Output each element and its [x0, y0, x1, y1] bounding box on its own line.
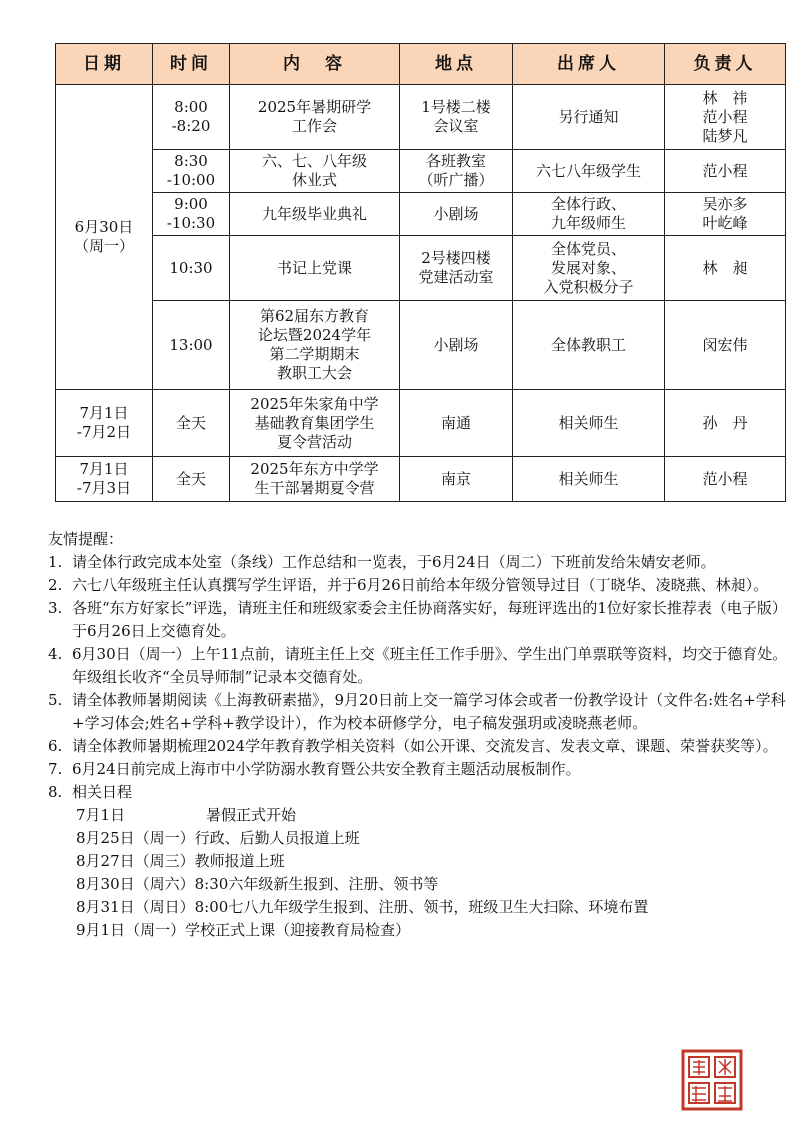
content-cell	[230, 85, 400, 150]
date-cell	[56, 390, 153, 457]
owner-line: 林 祎	[702, 88, 748, 107]
date-cell	[56, 85, 153, 390]
schedule-date: 7月1日	[76, 806, 126, 824]
item-number: 5.	[48, 691, 63, 709]
schedule-date: 8月25日（周一）	[76, 829, 195, 847]
content-line: 六、七、八年级	[261, 152, 367, 170]
attendees-line: 入党积极分子	[543, 277, 634, 296]
time-line: -10:30	[166, 214, 216, 232]
owner-line: 范小程	[702, 107, 748, 126]
content-line: 论坛暨2024学年	[257, 326, 372, 344]
header-attendees: 出席人	[513, 44, 665, 85]
owner-line: 陆梦凡	[702, 126, 748, 145]
time-cell	[153, 150, 230, 193]
date-line: （周一）	[73, 237, 134, 255]
attendees-cell	[513, 301, 665, 390]
item-text: 六七八年级班主任认真撰写学生评语，并于6月26日前给本年级分管领导过目（丁晓华、凌晓燕、林昶）。	[72, 576, 769, 594]
schedule-event: 暑假正式开始	[206, 806, 297, 824]
time-line: 8:00	[174, 98, 208, 116]
schedule-date: 8月31日（周日）	[76, 898, 195, 916]
owner-line: 林 昶	[702, 258, 748, 277]
content-line: 生干部暑期夏令营	[254, 479, 375, 497]
reminder-item	[48, 735, 788, 758]
content-cell	[230, 236, 400, 301]
item-text: 6月30日（周一）上午11点前，请班主任上交《班主任工作手册》、学生出门单票联等资料，均交于德育处。年级组长收齐“全员导师制”记录本交德育处。	[72, 645, 788, 686]
place-line: （听广播）	[418, 171, 494, 189]
attendees-line: 六七八年级学生	[535, 161, 641, 180]
place-cell	[400, 85, 513, 150]
item-text: 各班“东方好家长”评选，请班主任和班级家委会主任协商落实好，每班评选出的1位好家长推荐表（电子版）于6月26日上交德育处。	[72, 599, 787, 640]
reminder-item	[48, 689, 788, 735]
attendees-cell	[513, 193, 665, 236]
schedule-event: 学校正式上课（迎接教育局检查）	[185, 921, 411, 939]
content-line: 第二学期期末	[269, 345, 360, 363]
owner-cell	[665, 150, 786, 193]
table-row	[56, 301, 786, 390]
item-number: 1.	[48, 553, 63, 571]
schedule-event: 行政、后勤人员报道上班	[194, 829, 360, 847]
place-cell: 南京	[400, 457, 513, 502]
content-line: 休业式	[291, 171, 337, 189]
reminders-section	[48, 528, 788, 942]
item-number: 3.	[48, 599, 63, 617]
attendees-line: 全体党员、	[550, 239, 626, 258]
table-row	[56, 150, 786, 193]
item-text: 请全体教师暑期梳理2024学年教育教学相关资料（如公开课、交流发言、发表文章、课题、荣誉获奖等）。	[72, 737, 778, 755]
owner-cell	[665, 301, 786, 390]
time-line: -8:20	[171, 117, 211, 135]
item-number: 6.	[48, 737, 63, 755]
schedule-date: 8月30日（周六）	[76, 875, 195, 893]
date-line: 7月1日	[79, 460, 129, 478]
content-cell	[230, 390, 400, 457]
time-line: 10:30	[169, 258, 213, 277]
place-line: 小剧场	[433, 335, 479, 354]
item-number: 7.	[48, 760, 63, 778]
owner-cell	[665, 236, 786, 301]
content-line: 书记上党课	[276, 258, 352, 277]
owner-line: 吴亦多	[702, 195, 748, 213]
attendees-line: 另行通知	[558, 107, 619, 126]
time-line: 8:30	[174, 152, 208, 170]
attendees-cell	[513, 150, 665, 193]
content-line: 基础教育集团学生	[254, 413, 375, 432]
header-date: 日期	[56, 44, 153, 85]
content-cell	[230, 193, 400, 236]
date-line: -7月3日	[76, 479, 132, 497]
school-seal-icon	[680, 1048, 744, 1112]
place-line: 2号楼四楼	[421, 249, 491, 267]
reminder-item	[48, 574, 788, 597]
place-line: 各班教室	[425, 152, 486, 170]
owner-cell	[665, 85, 786, 150]
content-cell	[230, 457, 400, 502]
place-cell	[400, 301, 513, 390]
table-row	[56, 193, 786, 236]
date-line: -7月2日	[76, 423, 132, 441]
date-line: 7月1日	[79, 404, 129, 422]
time-cell	[153, 236, 230, 301]
content-cell	[230, 150, 400, 193]
content-line: 九年级毕业典礼	[261, 204, 367, 223]
schedule-line	[76, 804, 788, 827]
attendees-cell: 相关师生	[513, 390, 665, 457]
content-line: 2025年朱家角中学	[250, 394, 379, 413]
place-line: 小剧场	[433, 204, 479, 223]
time-line: -10:00	[166, 171, 216, 189]
item-text: 相关日程	[72, 783, 133, 801]
attendees-line: 全体行政、	[550, 195, 626, 213]
reminder-item	[48, 643, 788, 689]
time-cell	[153, 193, 230, 236]
schedule-line	[76, 896, 788, 919]
content-line: 教职工大会	[276, 364, 352, 382]
schedule-event: 8:00七八九年级学生报到、注册、领书，班级卫生大扫除、环境布置	[194, 898, 649, 916]
table-row	[56, 85, 786, 150]
content-line: 2025年暑期研学	[257, 98, 372, 116]
table-row	[56, 236, 786, 301]
schedule-event: 教师报道上班	[194, 852, 285, 870]
header-content: 内 容	[230, 44, 400, 85]
schedule-line	[76, 827, 788, 850]
related-schedule-list	[48, 804, 788, 942]
place-cell	[400, 236, 513, 301]
reminder-item	[48, 551, 788, 574]
attendees-cell	[513, 236, 665, 301]
reminder-item	[48, 758, 788, 781]
place-line: 会议室	[433, 117, 479, 135]
date-line: 6月30日	[74, 218, 134, 236]
content-cell	[230, 301, 400, 390]
attendees-cell	[513, 85, 665, 150]
owner-line: 叶屹峰	[702, 214, 748, 232]
item-number: 8.	[48, 783, 63, 801]
item-text: 请全体行政完成本处室（条线）工作总结和一览表，于6月24日（周二）下班前发给朱婧安老师。	[72, 553, 716, 571]
owner-line: 闵宏伟	[702, 335, 748, 354]
reminder-item	[48, 781, 788, 804]
item-number: 2.	[48, 576, 63, 594]
time-cell	[153, 301, 230, 390]
owner-line: 范小程	[702, 161, 748, 180]
item-number: 4.	[48, 645, 63, 663]
place-cell	[400, 193, 513, 236]
time-cell	[153, 85, 230, 150]
content-line: 2025年东方中学学	[250, 460, 379, 478]
place-line: 党建活动室	[418, 268, 494, 286]
table-row	[56, 390, 786, 457]
attendees-line: 九年级师生	[550, 214, 626, 232]
place-line: 1号楼二楼	[421, 98, 491, 116]
schedule-line	[76, 873, 788, 896]
place-cell: 南通	[400, 390, 513, 457]
time-line: 9:00	[174, 195, 208, 213]
content-line: 第62届东方教育	[259, 307, 370, 325]
schedule-event: 8:30六年级新生报到、注册、领书等	[194, 875, 439, 893]
owner-cell: 孙 丹	[665, 390, 786, 457]
schedule-date: 8月27日（周三）	[76, 852, 195, 870]
attendees-line: 发展对象、	[550, 258, 626, 277]
header-place: 地点	[400, 44, 513, 85]
item-text: 6月24日前完成上海市中小学防溺水教育暨公共安全教育主题活动展板制作。	[72, 760, 581, 778]
schedule-date: 9月1日（周一）	[76, 921, 186, 939]
owner-cell: 范小程	[665, 457, 786, 502]
time-cell: 全天	[153, 390, 230, 457]
item-text: 请全体教师暑期阅读《上海教研素描》，9月20日前上交一篇学习体会或者一份教学设计（文件名:姓名+学科+学习体会;姓名+学科+教学设计），作为校本研修学分，电子稿发强玥或凌晓燕老师。	[72, 691, 786, 732]
header-owner: 负责人	[665, 44, 786, 85]
attendees-cell: 相关师生	[513, 457, 665, 502]
content-line: 夏令营活动	[276, 432, 352, 451]
table-row	[56, 457, 786, 502]
content-line: 工作会	[291, 117, 337, 135]
time-cell: 全天	[153, 457, 230, 502]
reminders-title: 友情提醒：	[48, 530, 124, 548]
reminder-item	[48, 597, 788, 643]
owner-cell	[665, 193, 786, 236]
date-cell	[56, 457, 153, 502]
header-time: 时间	[153, 44, 230, 85]
schedule-line	[76, 919, 788, 942]
schedule-line	[76, 850, 788, 873]
table-header-row	[56, 44, 786, 85]
attendees-line: 全体教职工	[550, 335, 626, 354]
place-cell	[400, 150, 513, 193]
time-line: 13:00	[169, 335, 213, 354]
schedule-table	[55, 43, 786, 502]
